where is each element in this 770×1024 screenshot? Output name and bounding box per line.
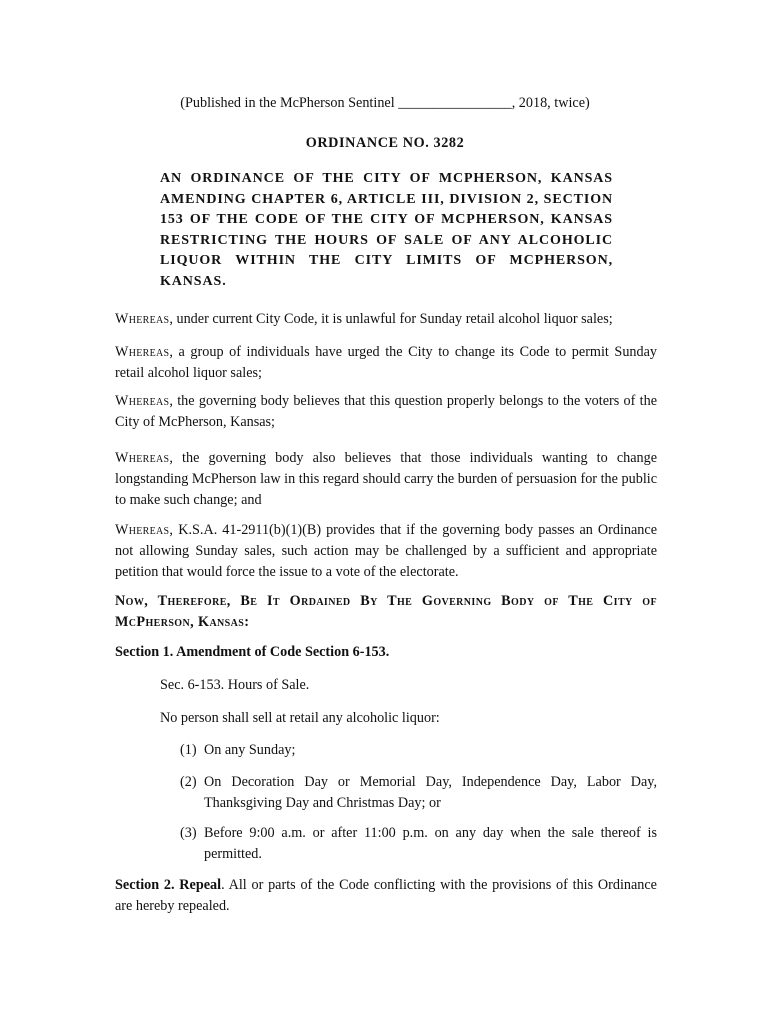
list-item-number: (3)	[180, 825, 197, 841]
list-item-number: (1)	[180, 742, 197, 758]
whereas-lead: Whereas,	[115, 522, 174, 538]
section-2-paragraph	[115, 875, 657, 917]
whereas-lead: Whereas	[115, 311, 170, 327]
publication-line: (Published in the McPherson Sentinel ________________, 2018, twice)	[180, 95, 590, 111]
ordaining-clause: Now, Therefore, Be It Ordained By The Governing Body of The City of McPherson, Kansas:	[115, 593, 657, 630]
ordinance-number: ORDINANCE NO. 3282	[305, 135, 465, 151]
list-item-text: On any Sunday;	[204, 742, 296, 758]
section-1-heading: Section 1. Amendment of Code Section 6-153.	[115, 644, 390, 660]
list-item-text: Before 9:00 a.m. or after 11:00 p.m. on any day when the sale thereof is permitted.	[204, 825, 657, 862]
whereas-lead: Whereas	[115, 344, 170, 360]
whereas-lead: Whereas	[115, 393, 170, 409]
section-2-heading: Section 2. Repeal	[115, 877, 222, 893]
whereas-lead: Whereas	[115, 450, 170, 466]
whereas-paragraph	[115, 309, 657, 330]
section-intro: No person shall sell at retail any alcoholic liquor:	[160, 710, 440, 726]
whereas-text: , the governing body believes that this question properly belongs to the voters of the City of McPherson, Kansas;	[115, 393, 657, 430]
list-item-number: (2)	[180, 774, 197, 790]
list-item-text: On Decoration Day or Memorial Day, Independence Day, Labor Day, Thanksgiving Day and Christmas Day; or	[204, 774, 657, 811]
whereas-text: K.S.A. 41-2911(b)(1)(B) provides that if the governing body passes an Ordinance not allowing Sunday sales, such action may be challenged by a sufficient and appropriate petition that would force the issue to a vote of the electorate.	[115, 522, 657, 580]
ordinance-title: AN ORDINANCE OF THE CITY OF MCPHERSON, KANSAS AMENDING CHAPTER 6, ARTICLE III, DIVISION 2, SECTION 153 OF THE CODE OF THE CITY OF MCPHERSON, KANSAS RESTRICTING THE HOURS OF SALE OF ANY ALCOHOLIC LIQUOR WITHIN THE CITY LIMITS OF MCPHERSON, KANSAS.	[160, 171, 613, 289]
whereas-text: , under current City Code, it is unlawful for Sunday retail alcohol liquor sales;	[169, 311, 613, 327]
whereas-paragraph	[115, 342, 657, 384]
whereas-text: , the governing body also believes that those individuals wanting to change longstanding McPherson law in this regard should carry the burden of persuasion for the public to make such change; and	[115, 450, 657, 508]
code-section-subheading: Sec. 6-153. Hours of Sale.	[160, 677, 310, 693]
whereas-paragraph	[115, 520, 657, 583]
section-2-text: . All or parts of the Code conflicting with the provisions of this Ordinance are hereby repealed.	[115, 877, 657, 914]
whereas-paragraph	[115, 448, 657, 511]
whereas-paragraph	[115, 391, 657, 433]
whereas-text: , a group of individuals have urged the City to change its Code to permit Sunday retail alcohol liquor sales;	[115, 344, 657, 381]
